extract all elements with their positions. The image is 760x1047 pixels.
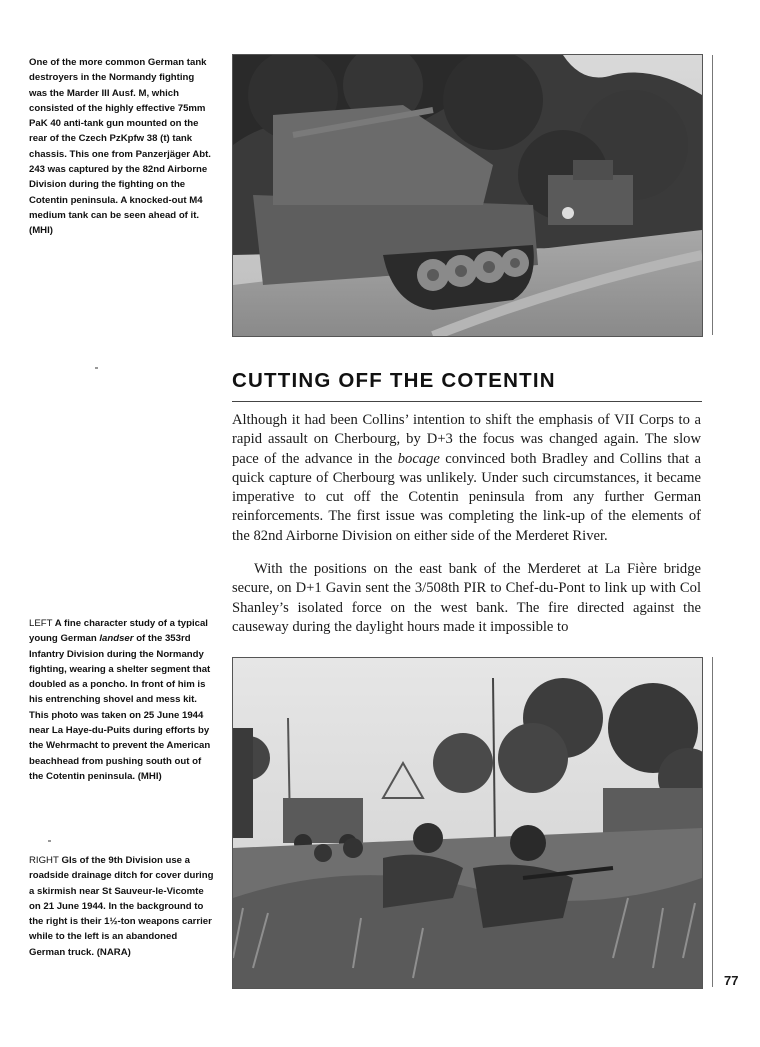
vertical-rule — [712, 657, 713, 987]
speck — [48, 840, 51, 842]
photo-gis-drainage-ditch — [232, 657, 703, 989]
vertical-rule — [712, 55, 713, 335]
photo-caption-right: RIGHT GIs of the 9th Division use a roadside drainage ditch for cover during a skirmish near St Sauveur-le-Vicomte on 21 June 1944. In the background to the right is their 1½-ton weapons carrier while to the left is an abandoned German truck. (NARA) — [29, 855, 214, 958]
heading-rule — [232, 401, 702, 402]
speck — [95, 367, 98, 369]
photo-marder-tank-destroyer — [232, 54, 703, 337]
gis-photo-graphic — [233, 658, 702, 988]
photo-caption-marder: One of the more common German tank destroyers in the Normandy fighting was the Marder III Ausf. M, which consisted of the highly effective 75mm PaK 40 anti-tank gun mounted on the rear of the Czech PzKpfw 38 (t) tank chassis. This one from Panzerjäger Abt. 243 was captured by the 82nd Airborne Division during the fighting on the Cotentin peninsula. A knocked-out M4 medium tank can be seen ahead of it. (MHI) — [29, 57, 211, 237]
section-heading: CUTTING OFF THE COTENTIN — [232, 369, 556, 392]
photo-caption-left: LEFT A fine character study of a typical young German landser of the 353rd Infantry Division during the Normandy fighting, wearing a shelter segment that doubled as a poncho. In front of him is his entrenching shovel and mess kit. This photo was taken on 25 June 1944 near La Haye-du-Puits during efforts by the Wehrmacht to prevent the American beachhead from pushing south out of the Cotentin peninsula. (MHI) — [29, 618, 211, 782]
body-paragraph-2: With the positions on the east bank of the Merderet at La Fière bridge secure, on D+1 Gavin sent the 3/508th PIR to Chef-du-Pont to link up with Col Shanley’s isolated force on the west bank. The fire directed against the causeway during the daylight hours made it impossible to — [232, 561, 701, 635]
page-number: 77 — [724, 973, 739, 988]
body-paragraph-1: Although it had been Collins’ intention to shift the emphasis of VII Corps to a rapid assault on Cherbourg, by D+3 the focus was changed again. The slow pace of the advance in the bocage convinced both Bradley and Collins that a quick capture of Cherbourg was unlikely. Under such circumstances, it became imperative to cut off the Cotentin peninsula from any further German reinforcements. The first issue was completing the link-up of the elements of the 82nd Airborne Division on either side of the Merderet River. — [232, 412, 702, 544]
marder-photo-graphic — [233, 55, 702, 336]
